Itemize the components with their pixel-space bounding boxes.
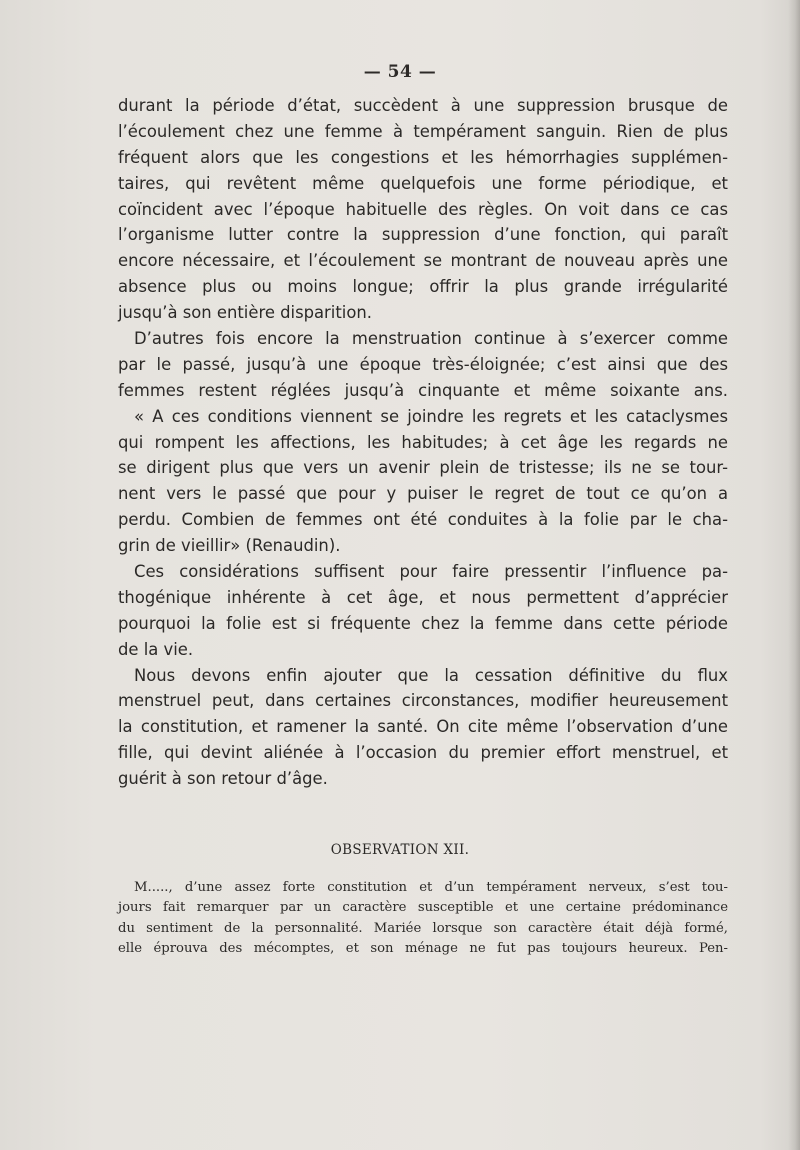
text-line: M....., d’une assez forte constitution et d’un tempérament nerveux, s’est tou- [134,880,728,895]
text-line: l’écoulement chez une femme à tempérament sanguin. Rien de plus [118,121,728,141]
observation-heading [0,842,800,858]
text-line: menstruel peut, dans certaines circonstances, modifier heureusement [118,691,728,711]
text-line: guérit à son retour d’âge. [118,769,328,789]
page-number [0,62,800,82]
text-line: taires, qui revêtent même quelquefois une forme périodique, et [118,173,728,193]
text-line: coïncident avec l’époque habituelle des règles. On voit dans ce cas [118,199,728,219]
observation-heading-label: OBSERVATION XII. [330,842,470,858]
text-line: se dirigent plus que vers un avenir plein de tristesse; ils ne se tour- [118,458,728,478]
text-line: jusqu’à son entière disparition. [118,303,372,323]
text-line: par le passé, jusqu’à une époque très-éloignée; c’est ainsi que des [118,354,728,374]
body-text [118,93,728,792]
text-line: fréquent alors que les congestions et les hémorrhagies supplémen- [118,147,728,167]
text-line: la constitution, et ramener la santé. On cite même l’observation d’une [118,717,728,737]
text-line: absence plus ou moins longue; offrir la plus grande irrégularité [118,277,728,297]
page-edge-shadow [788,0,800,1150]
text-line: grin de vieillir» (Renaudin). [118,536,341,556]
text-line: pourquoi la folie est si fréquente chez la femme dans cette période [118,613,728,633]
text-line: Nous devons enfin ajouter que la cessation définitive du flux [134,665,728,685]
text-line: encore nécessaire, et l’écoulement se montrant de nouveau après une [118,251,728,271]
text-line: durant la période d’état, succèdent à une suppression brusque de [118,96,728,115]
text-line: de la vie. [118,639,194,659]
text-line: du sentiment de la personnalité. Mariée lorsque son caractère était déjà formé, [118,920,728,936]
text-line: Ces considérations suffisent pour faire pressentir l’influence pa- [134,562,728,582]
text-line: qui rompent les affections, les habitudes; à cet âge les regards ne [118,432,728,452]
text-line: fille, qui devint aliénée à l’occasion du premier effort menstruel, et [118,743,728,763]
text-line: l’organisme lutter contre la suppression d’une fonction, qui paraît [118,225,728,245]
text-line: nent vers le passé que pour y puiser le regret de tout ce qu’on a [118,484,728,504]
observation-text [118,878,728,959]
text-line: D’autres fois encore la menstruation continue à s’exercer comme [134,329,728,349]
text-line: jours fait remarquer par un caractère susceptible et une certaine prédominance [118,900,728,916]
text-line: thogénique inhérente à cet âge, et nous permettent d’apprécier [118,587,728,607]
text-line: elle éprouva des mécomptes, et son ménage ne fut pas toujours heureux. Pen- [118,940,728,956]
text-line: femmes restent réglées jusqu’à cinquante et même soixante ans. [118,380,728,400]
text-line: « A ces conditions viennent se joindre les regrets et les cataclysmes [134,406,728,426]
page-number-label: — 54 — [363,62,437,82]
text-line: perdu. Combien de femmes ont été conduites à la folie par le cha- [118,510,728,530]
